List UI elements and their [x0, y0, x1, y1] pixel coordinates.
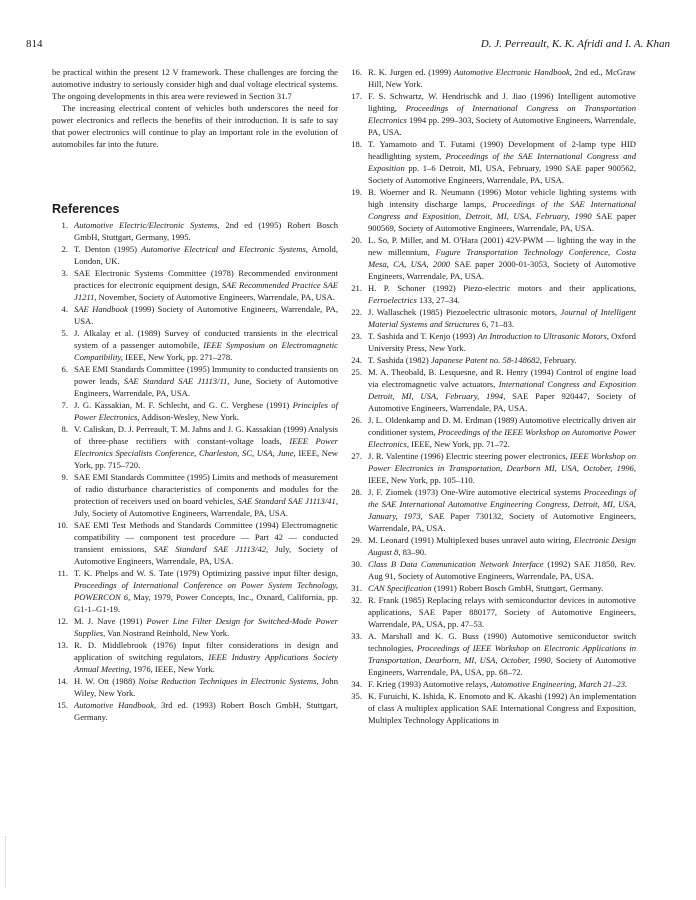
reference-title: Proceedings of IEEE Workshop on Electronic Applications in Transportation, Dearborn, MI, USA, October, 1990,: [368, 643, 636, 665]
reference-text: K. Furuichi, K. Ishida, K. Enomoto and K. Akashi (1992) An implementation of class A multiplex application SAE International Congress and Exposition, Multiplex Technology Applications in: [368, 691, 636, 725]
reference-title: SAE Standard SAE J1113/41,: [237, 496, 338, 506]
reference-title: Automotive Electronic Handbook,: [453, 67, 572, 77]
reference-text: (1992) SAE J1850, Rev. Aug 91, Society of Automotive Engineers, Warrendale, PA, USA.: [368, 559, 636, 581]
reference-text: M. A. Theobald, B. Lesquesne, and R. Henry (1994) Control of engine load via electromagnetic valve actuators,: [368, 367, 636, 389]
running-head: D. J. Perreault, K. K. Afridi and I. A. Khan: [480, 38, 670, 50]
reference-number: 15.: [57, 700, 68, 710]
reference-number: 31.: [351, 583, 362, 593]
reference-item: [346, 582, 636, 594]
reference-title: IEEE Power Electronics Specialists Conference, Charleston, SC, USA, June,: [74, 436, 338, 458]
reference-text: 6, 71–83.: [479, 319, 515, 329]
reference-text: November, Society of Automotive Engineers, Warrendale, PA, USA.: [96, 292, 335, 302]
reference-number: 32.: [351, 595, 362, 605]
reference-text: F. S. Schwartz, W. Hendrischk and J. Jiao (1996) Intelligent automotive lighting,: [368, 91, 636, 113]
reference-text: SAE Paper 730132, Society of Automotive Engineers, Warrendale, PA, USA.: [368, 511, 636, 533]
reference-number: 5.: [61, 328, 68, 338]
reference-item: [346, 450, 636, 486]
reference-title: Power Line Filter Design for Switched-Mode Power Supplies,: [74, 616, 338, 638]
reference-text: 1994 pp. 299–303, Society of Automotive Engineers, Warrendale, PA, USA.: [368, 115, 636, 137]
reference-item: [52, 615, 338, 639]
reference-item: [52, 675, 338, 699]
reference-number: 9.: [61, 472, 68, 482]
reference-text: (1991) Robert Bosch GmbH, Stuttgart, Germany.: [431, 583, 604, 593]
reference-title: Journal of Intelligent Material Systems and Structures: [368, 307, 636, 329]
reference-item: [346, 414, 636, 450]
reference-number: 10.: [57, 520, 68, 530]
reference-text: J. G. Kassakian, M. F. Schlecht, and G. C. Verghese (1991): [74, 400, 293, 410]
reference-title: Electronic Design August 8,: [368, 535, 636, 557]
reference-text: pp. 1–6 Detroit, MI, USA, February, 1990 SAE paper 900562, Society of Automotive Engineers, Warrendale, PA, USA.: [368, 163, 636, 185]
reference-text: R. K. Jurgen ed. (1999): [368, 67, 454, 77]
reference-text: IEEE, New York, pp. 715–720.: [74, 448, 338, 470]
reference-text: SAE Electronic Systems Committee (1978) Recommended environment practices for electronic equipment design,: [74, 268, 338, 290]
left-column: [52, 66, 338, 723]
reference-number: 30.: [351, 559, 362, 569]
reference-number: 22.: [351, 307, 362, 317]
reference-text: June, Society of Automotive Engineers, Warrendale, PA, USA.: [74, 376, 338, 398]
reference-item: [52, 567, 338, 615]
reference-text: 2nd ed., McGraw Hill, New York.: [368, 67, 636, 89]
reference-text: J. F. Ziomek (1973) One-Wire automotive electrical systems: [368, 487, 584, 497]
reference-item: [346, 366, 636, 414]
reference-number: 11.: [57, 568, 68, 578]
reference-number: 33.: [351, 631, 362, 641]
reference-item: [52, 219, 338, 243]
reference-item: [346, 486, 636, 534]
reference-item: [52, 327, 338, 363]
reference-item: [52, 423, 338, 471]
reference-item: [346, 690, 636, 726]
reference-item: [346, 534, 636, 558]
reference-text: May, 1979, Power Concepts, Inc., Oxnard, California, pp. G1-1–G1-19.: [74, 592, 338, 614]
reference-text: R. Frank (1985) Replacing relays with semiconductor devices in automotive applications, SAE Paper 880177, Society of Automotive Engineers, Warrendale, PA, USA, pp. 47–53.: [368, 595, 636, 629]
reference-item: [52, 699, 338, 723]
reference-text: J. L. Oldenkamp and D. M. Erdman (1989) Automotive electrically driven air conditioner system,: [368, 415, 636, 437]
reference-text: John Wiley, New York.: [74, 676, 339, 698]
reference-item: [52, 639, 338, 675]
reference-title: IEEE Symposium on Electromagnetic Compatibility,: [74, 340, 338, 362]
reference-title: Automotive Engineering, March 21–23.: [490, 679, 628, 689]
reference-number: 25.: [351, 367, 362, 377]
references-heading: References: [52, 202, 120, 216]
reference-item: [346, 330, 636, 354]
reference-number: 23.: [351, 331, 362, 341]
reference-title: IEEE Workshop on Power Electronics in Transportation, Dearborn MI, USA, October, 1996,: [368, 451, 636, 473]
reference-number: 26.: [351, 415, 362, 425]
reference-title: IEEE Industry Applications Society Annual Meeting,: [74, 652, 338, 674]
page-edge-mark: [5, 836, 7, 888]
reference-item: [52, 519, 338, 567]
reference-text: IEEE, New York, pp. 271–278.: [122, 352, 233, 362]
reference-text: B. Woerner and R. Neumann (1996) Motor vehicle lighting systems with high intensity discharge lamps,: [368, 187, 636, 209]
reference-text: July, Society of Automotive Engineers, Warrendale, PA, USA.: [74, 544, 338, 566]
references-list-right: [346, 66, 636, 726]
reference-text: T. Denton (1995): [74, 244, 142, 254]
reference-text: (1999) Society of Automotive Engineers, Warrendale, PA, USA.: [74, 304, 339, 326]
reference-text: H. W. Ott (1988): [74, 676, 139, 686]
reference-text: A. Marshall and K. G. Buss (1990) Automotive semiconductor switch technologies,: [368, 631, 636, 653]
reference-text: SAE EMI Test Methods and Standards Committee (1994) Electromagnetic compatibility — component test procedure — Part 42 — conducted transient emissions,: [74, 520, 338, 554]
reference-item: [52, 399, 338, 423]
reference-item: [52, 471, 338, 519]
reference-text: Addison-Wesley, New York.: [139, 412, 240, 422]
reference-title: CAN Specification: [368, 583, 432, 593]
reference-number: 20.: [351, 235, 362, 245]
reference-title: Ferroelectrics: [368, 295, 417, 305]
reference-number: 27.: [351, 451, 362, 461]
reference-text: T. Sashida and T. Kenjo (1993): [368, 331, 478, 341]
reference-number: 4.: [61, 304, 68, 314]
reference-number: 29.: [351, 535, 362, 545]
reference-title: Automotive Electrical and Electronic Systems,: [141, 244, 308, 254]
reference-item: [346, 354, 636, 366]
reference-text: Society of Automotive Engineers, Warrendale, PA, USA, pp. 68–72.: [368, 655, 636, 677]
reference-number: 21.: [351, 283, 362, 293]
reference-text: R. D. Middlebrook (1976) Input filter considerations in design and application of switching regulators,: [74, 640, 338, 662]
reference-item: [52, 303, 338, 327]
reference-text: 3rd ed. (1993) Robert Bosch GmbH, Stuttgart, Germany.: [74, 700, 338, 722]
reference-title: Automotive Handbook,: [74, 700, 157, 710]
reference-text: J. Wallaschek (1985) Piezoelectric ultrasonic motors,: [368, 307, 561, 317]
reference-item: [346, 234, 636, 282]
reference-item: [52, 363, 338, 399]
reference-text: Oxford University Press, New York.: [368, 331, 636, 353]
body-paragraph: be practical within the present 12 V framework. These challenges are forcing the automotive industry to seriously consider high and dual voltage electrical systems. The ongoing developments in this area were reviewed in Section 31.7: [52, 67, 338, 101]
reference-text: 83–90.: [400, 547, 427, 557]
reference-text: T. Sashida (1982): [368, 355, 431, 365]
reference-text: L. So, P. Miller, and M. O'Hara (2001) 42V-PWM — lighting the way in the new millennium,: [368, 235, 636, 257]
reference-number: 7.: [61, 400, 68, 410]
page-header: [26, 38, 670, 52]
reference-text: July, Society of Automotive Engineers, Warrendale, PA, USA.: [74, 508, 289, 518]
reference-title: SAE Standard SAE J1113/42,: [153, 544, 269, 554]
right-column: [346, 66, 636, 726]
references-list-left: [52, 219, 338, 723]
reference-text: M. Leonard (1991) Multiplexed buses unravel auto wiring,: [368, 535, 574, 545]
reference-text: 1976, IEEE, New York.: [131, 664, 215, 674]
reference-text: 2nd ed (1995) Robert Bosch GmbH, Stuttgart, Germany, 1995.: [74, 220, 339, 242]
reference-item: [346, 90, 636, 138]
reference-number: 16.: [351, 67, 362, 77]
reference-item: [346, 594, 636, 630]
reference-number: 1.: [61, 220, 68, 230]
reference-item: [346, 678, 636, 690]
reference-number: 8.: [61, 424, 68, 434]
reference-title: Automotive Electric/Electronic Systems,: [74, 220, 220, 230]
reference-text: H. P. Schoner (1992) Piezo-electric motors and their applications,: [368, 283, 636, 293]
reference-text: IEEE, New York, pp. 105–110.: [368, 475, 475, 485]
reference-number: 19.: [351, 187, 362, 197]
reference-item: [346, 282, 636, 306]
body-paragraph: The increasing electrical content of vehicles both underscores the need for power electronics and reflects the benefits of their introduction. It is safe to say that power electronics will continue to play an important role in the evolution of automobiles far into the future.: [52, 103, 338, 149]
reference-number: 12.: [57, 616, 68, 626]
reference-text: SAE paper 900569, Society of Automotive Engineers, Warrendale, PA, USA.: [368, 211, 636, 233]
reference-number: 17.: [351, 91, 362, 101]
reference-text: February.: [541, 355, 577, 365]
reference-number: 3.: [61, 268, 68, 278]
reference-text: J. Alkalay et al. (1989) Survey of conducted transients in the electrical system of a passenger automobile,: [74, 328, 338, 350]
reference-text: SAE Paper 920447, Society of Automotive Engineers, Warrendale, PA, USA.: [368, 391, 636, 413]
reference-title: SAE Handbook: [74, 304, 128, 314]
reference-item: [52, 243, 338, 267]
reference-item: [52, 267, 338, 303]
reference-title: Fugure Transportation Technology Conference, Costa Mesa, CA, USA, 2000: [368, 247, 636, 269]
reference-title: International Congress and Exposition Detroit, MI, USA, February, 1994,: [368, 379, 636, 401]
page-number: 814: [26, 38, 43, 50]
reference-number: 35.: [351, 691, 362, 701]
reference-number: 34.: [351, 679, 362, 689]
reference-text: IEEE, New York, pp. 71–72.: [408, 439, 510, 449]
reference-number: 13.: [57, 640, 68, 650]
reference-title: SAE Recommended Practice SAE J1211,: [74, 280, 338, 302]
reference-number: 14.: [57, 676, 68, 686]
reference-item: [346, 66, 636, 90]
reference-title: SAE Standard SAE J1113/11,: [123, 376, 230, 386]
reference-item: [346, 558, 636, 582]
reference-number: 28.: [351, 487, 362, 497]
reference-item: [346, 138, 636, 186]
reference-title: Proceedings of the SAE International Congress and Exposition: [368, 151, 636, 173]
reference-text: T. Yamamoto and T. Futami (1990) Development of 2-lamp type HID headlighting system,: [368, 139, 636, 161]
reference-number: 18.: [351, 139, 362, 149]
reference-item: [346, 306, 636, 330]
reference-number: 2.: [61, 244, 68, 254]
reference-title: Proceedings of International Congress on Transportation Electronics: [368, 103, 636, 125]
reference-number: 6.: [61, 364, 68, 374]
reference-title: Proceedings of the SAE International Congress and Exposition, Detroit, MI, USA, February, 1990: [368, 199, 637, 221]
reference-title: Noise Reduction Techniques in Electronic Systems,: [138, 676, 319, 686]
reference-number: 24.: [351, 355, 362, 365]
reference-item: [346, 630, 636, 678]
reference-text: Arnold, London, UK.: [74, 244, 339, 266]
reference-text: J. R. Valentine (1996) Electric steering power electronics,: [368, 451, 571, 461]
reference-text: 133, 27–34.: [416, 295, 460, 305]
reference-title: Proceedings of the SAE International Automotive Engineering Congress, Detroit, MI, USA, January, 1973,: [368, 487, 636, 521]
reference-text: Van Nostrand Reinhold, New York.: [105, 628, 230, 638]
reference-text: SAE EMI Standards Committee (1995) Limits and methods of measurement of radio disturbance characteristics of components and modules for the protection of receivers used on board vehicles,: [74, 472, 338, 506]
reference-text: SAE EMI Standards Committee (1995) Immunity to conducted transients on power leads,: [74, 364, 338, 386]
reference-title: An Introduction to Ultrasonic Motors,: [477, 331, 609, 341]
reference-title: Class B Data Communication Network Interface: [368, 559, 544, 569]
reference-item: [346, 186, 636, 234]
reference-text: SAE paper 2000-01-3053, Society of Automotive Engineers, Warrendale, PA, USA.: [368, 259, 636, 281]
reference-text: V. Caliskan, D. J. Perreault, T. M. Jahns and J. G. Kassakian (1999) Analysis of three-phase rectifiers with constant-voltage loads,: [74, 424, 338, 446]
reference-text: M. J. Nave (1991): [74, 616, 147, 626]
reference-title: Proceedings of International Conference on Power System Technology, POWERCON 6,: [74, 580, 338, 602]
reference-title: Proceedings of the IEEE Workshop on Automotive Power Electronics,: [368, 427, 636, 449]
reference-text: F. Krieg (1993) Automotive relays,: [368, 679, 491, 689]
reference-title: Japanese Patent no. 58-148682,: [430, 355, 542, 365]
reference-title: Principles of Power Electronics,: [74, 400, 338, 422]
reference-text: T. K. Phelps and W. S. Tate (1979) Optimizing passive input filter design,: [74, 568, 338, 578]
